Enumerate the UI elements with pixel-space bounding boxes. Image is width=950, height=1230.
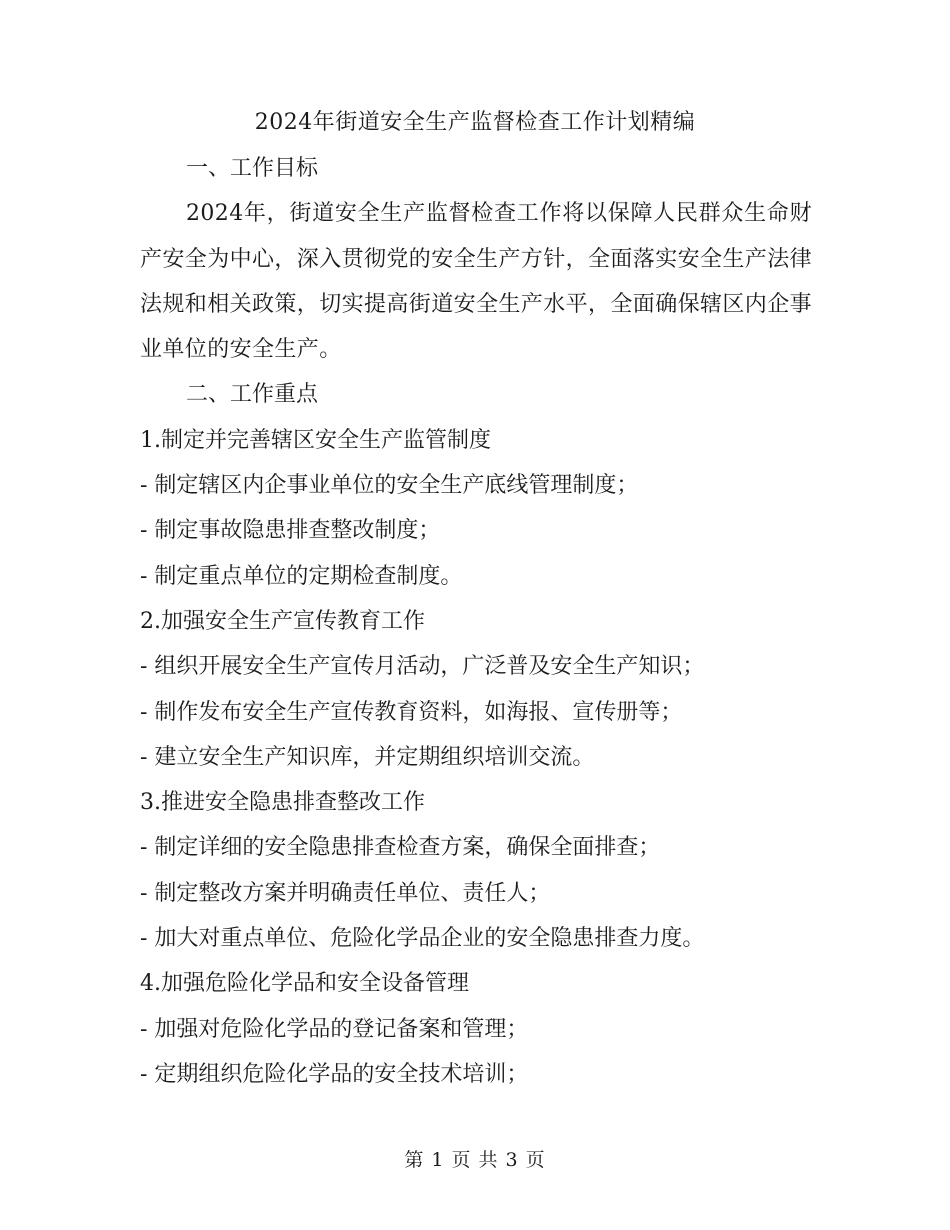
goals-paragraph: 2024年，街道安全生产监督检查工作将以保障人民群众生命财产安全为中心，深入贯彻党的安全生产方针，全面落实安全生产法律法规和相关政策，切实提高街道安全生产水平，全面确保辖区内企事业单位的安全生产。 (140, 201, 813, 363)
list-item: - 制作发布安全生产宣传教育资料，如海报、宣传册等； (140, 699, 683, 725)
list-item: - 定期组织危险化学品的安全技术培训； (140, 1061, 529, 1087)
document-body (140, 146, 812, 1097)
focus-item-2-heading: 2.加强安全生产宣传教育工作 (140, 608, 425, 634)
focus-item-1-heading: 1.制定并完善辖区安全生产监管制度 (140, 427, 491, 453)
list-item: - 制定详细的安全隐患排查检查方案，确保全面排查； (140, 835, 661, 861)
list-item: - 制定辖区内企事业单位的安全生产底线管理制度； (140, 473, 639, 499)
section-heading-focus: 二、工作重点 (186, 382, 319, 408)
page-number: 第 1 页 共 3 页 (404, 1149, 546, 1171)
focus-item-4-heading: 4.加强危险化学品和安全设备管理 (140, 971, 469, 997)
list-item: - 建立安全生产知识库，并定期组织培训交流。 (140, 744, 595, 770)
document-title: 2024年街道安全生产监督检查工作计划精编 (254, 110, 696, 135)
list-item: - 制定重点单位的定期检查制度。 (140, 563, 463, 589)
list-item: - 组织开展安全生产宣传月活动，广泛普及安全生产知识； (140, 654, 705, 680)
list-item: - 加大对重点单位、危险化学品企业的安全隐患排查力度。 (140, 926, 705, 952)
list-item: - 制定整改方案并明确责任单位、责任人； (140, 880, 551, 906)
list-item: - 制定事故隐患排查整改制度； (140, 518, 441, 544)
section-heading-goals: 一、工作目标 (186, 156, 319, 181)
focus-item-3-heading: 3.推进安全隐患排查整改工作 (140, 790, 425, 816)
list-item: - 加强对危险化学品的登记备案和管理； (140, 1016, 529, 1042)
